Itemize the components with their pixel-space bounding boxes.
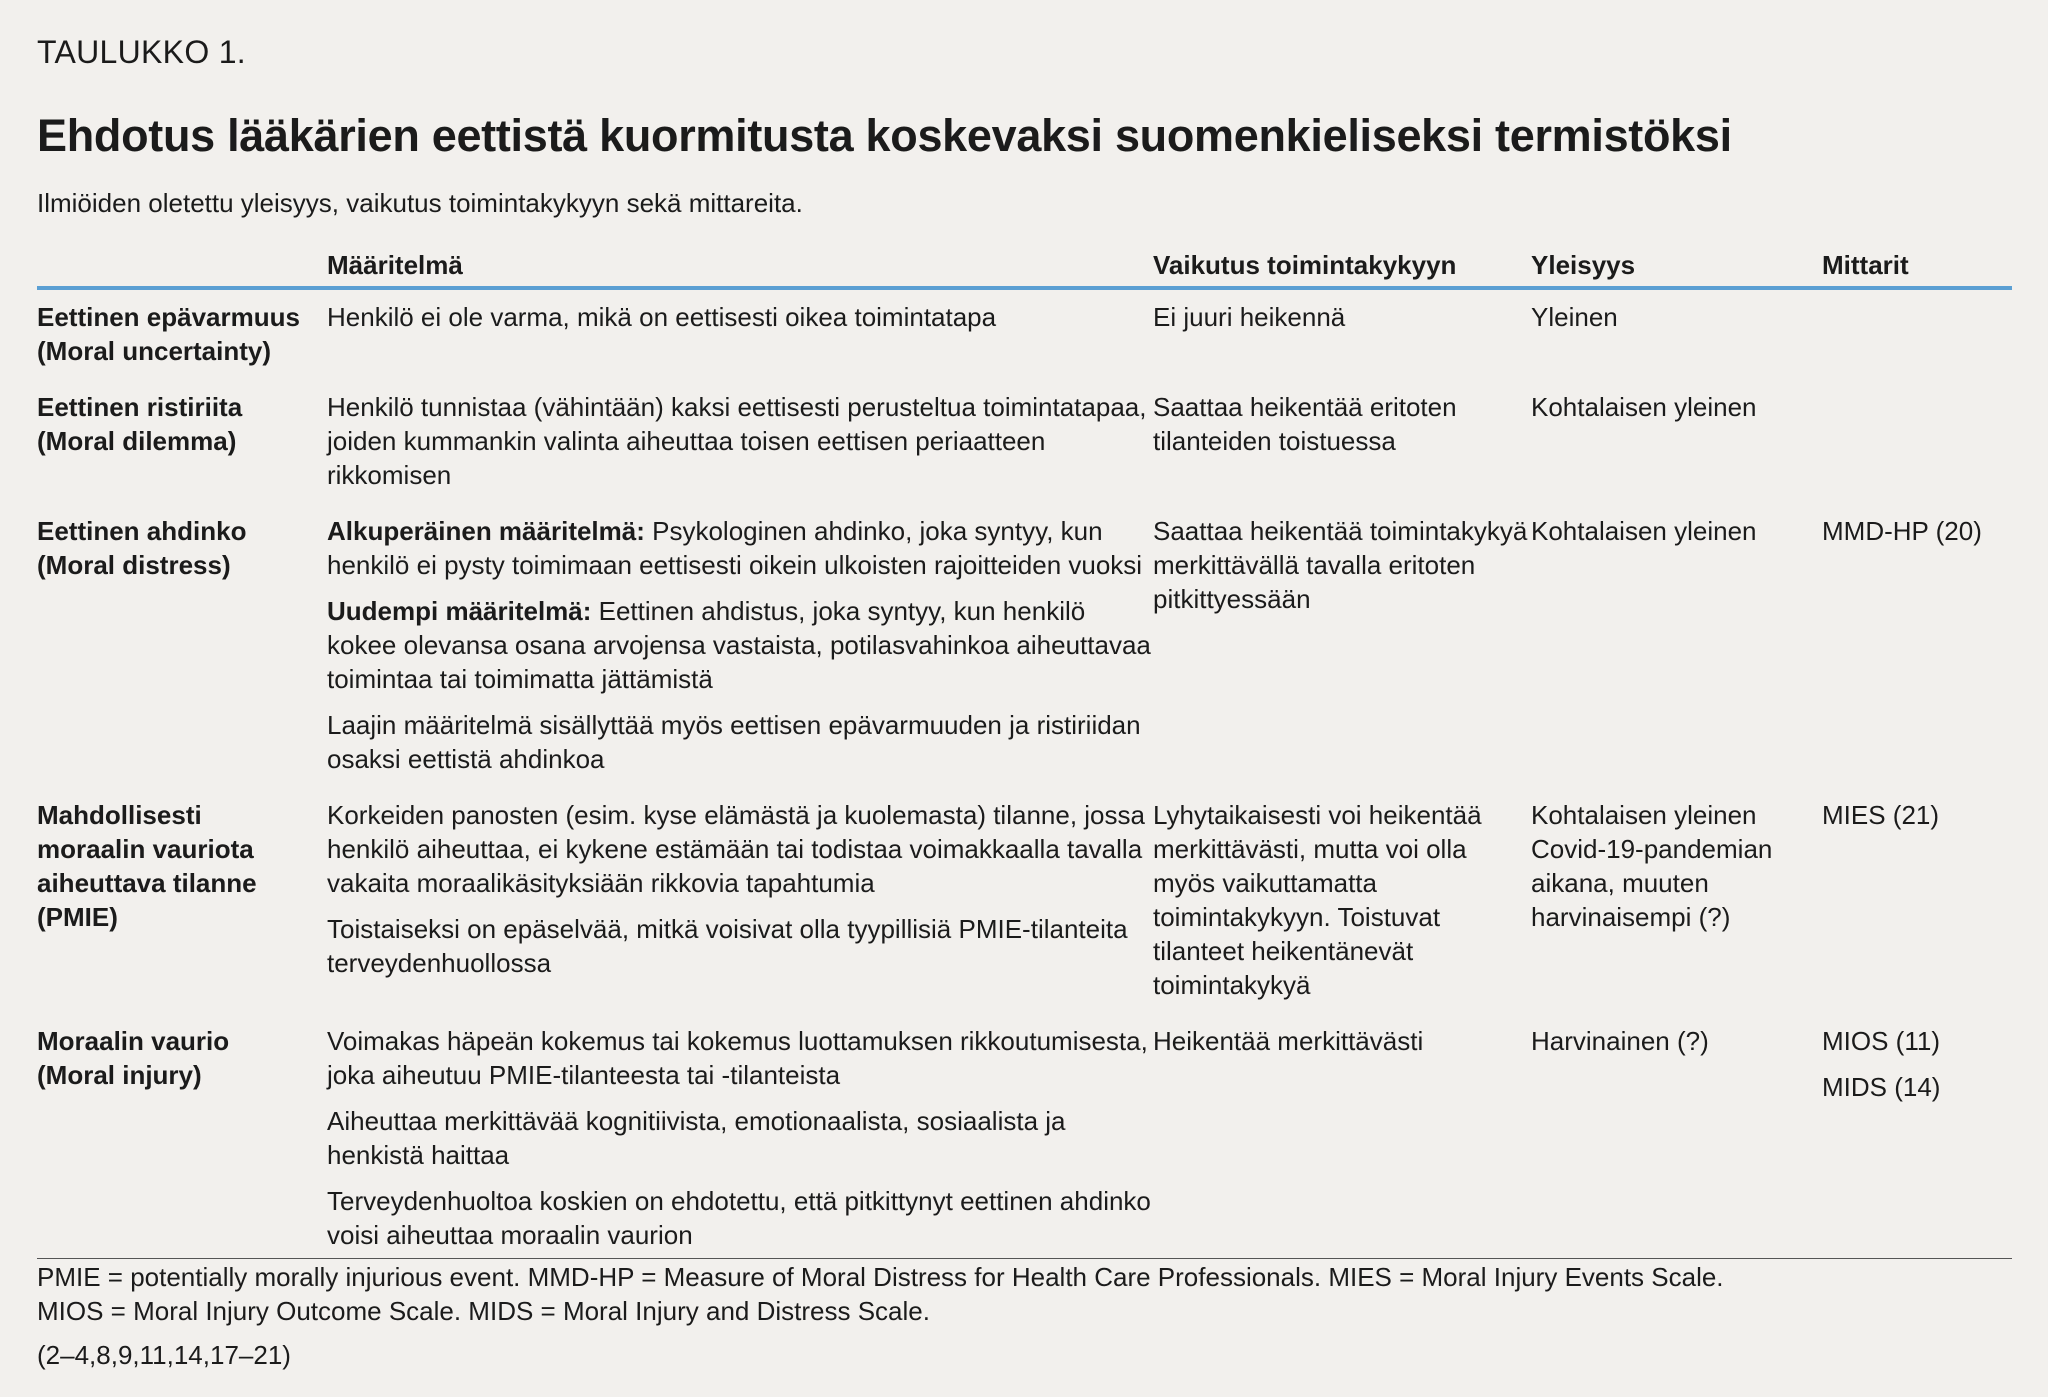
- term-line: moraalin vauriota: [37, 834, 254, 864]
- measures-cell: [1822, 288, 2012, 380]
- header-term: [37, 248, 327, 288]
- measure-item: MIES (21): [1822, 800, 1940, 830]
- definition-paragraph: [327, 1104, 1153, 1172]
- definition-text: Henkilö ei ole varma, mikä on eettisesti oikea toimintatapa: [327, 302, 997, 332]
- table-label: TAULUKKO 1.: [37, 34, 246, 70]
- measures-cell: [1822, 504, 2012, 788]
- references: (2–4,8,9,11,14,17–21): [37, 1340, 291, 1370]
- definition-text: Voimakas häpeän kokemus tai kokemus luottamuksen rikkoutumisesta, joka aiheutuu PMIE-tilanteesta tai -tilanteista: [327, 1026, 1148, 1090]
- impact-cell: Saattaa heikentää toimintakykyä merkittävällä tavalla eritoten pitkittyessään: [1153, 516, 1528, 614]
- definition-paragraph: [327, 912, 1153, 980]
- measures-cell: [1822, 788, 2012, 1014]
- term-cell: [37, 380, 327, 504]
- definition-cell: [327, 1014, 1153, 1259]
- impact-cell: Lyhytaikaisesti voi heikentää merkittävästi, mutta voi olla myös vaikuttamatta toimintakykyyn. Toistuvat tilanteet heikentänevät toimintakykyä: [1153, 800, 1482, 1000]
- header-prevalence: Yleisyys: [1531, 250, 1636, 280]
- footnote-line: PMIE = potentially morally injurious event. MMD-HP = Measure of Moral Distress for Health Care Professionals. MIES = Moral Injury Events Scale.: [37, 1262, 1724, 1292]
- table-body: [37, 288, 2012, 1259]
- measure-item: MIDS (14): [1822, 1072, 1941, 1102]
- term-cell: [37, 288, 327, 380]
- definition-paragraph: [327, 1184, 1153, 1252]
- term-line: (PMIE): [37, 902, 118, 932]
- definition-paragraph: [327, 594, 1153, 696]
- term-line: Moraalin vaurio: [37, 1026, 230, 1056]
- table-subtitle: Ilmiöiden oletettu yleisyys, vaikutus toimintakykyyn sekä mittareita.: [37, 188, 803, 218]
- table-title: Ehdotus lääkärien eettistä kuormitusta koskevaksi suomenkieliseksi termistöksi: [37, 110, 1732, 161]
- footnote-line: MIOS = Moral Injury Outcome Scale. MIDS = Moral Injury and Distress Scale.: [37, 1296, 930, 1326]
- definition-text: Korkeiden panosten (esim. kyse elämästä ja kuolemasta) tilanne, jossa henkilö aiheuttaa, ei kykene estämään tai todistaa voimakkaalla tavalla vakaita moraalikäsityksiään rikkovia tapahtumia: [327, 800, 1145, 898]
- definition-cell: [327, 788, 1153, 1014]
- definition-text: Terveydenhuoltoa koskien on ehdotettu, että pitkittynyt eettinen ahdinko voisi aiheuttaa moraalin vaurion: [327, 1186, 1151, 1250]
- impact-cell: Saattaa heikentää eritoten tilanteiden toistuessa: [1153, 392, 1457, 456]
- definition-text: Aiheuttaa merkittävää kognitiivista, emotionaalista, sosiaalista ja henkistä haittaa: [327, 1106, 1066, 1170]
- term-line: Eettinen ahdinko: [37, 516, 247, 546]
- definition-paragraph: [327, 1024, 1153, 1092]
- definition-cell: [327, 288, 1153, 380]
- definition-paragraph: [327, 390, 1153, 492]
- term-cell: [37, 504, 327, 788]
- terminology-table: [37, 248, 2012, 1259]
- definition-text: Eettinen ahdistus, joka syntyy, kun henkilö kokee olevansa osana arvojensa vastaista, potilasvahinkoa aiheuttavaa toimintaa tai toimimatta jättämistä: [327, 596, 1151, 694]
- definition-lead: Alkuperäinen määritelmä:: [327, 516, 645, 546]
- term-line: aiheuttava tilanne: [37, 868, 257, 898]
- definition-paragraph: [327, 300, 1153, 334]
- table-row: [37, 788, 2012, 1014]
- definition-text: Laajin määritelmä sisällyttää myös eettisen epävarmuuden ja ristiriidan osaksi eettistä ahdinkoa: [327, 710, 1141, 774]
- term-line: Eettinen ristiriita: [37, 392, 243, 422]
- term-line: Mahdollisesti: [37, 800, 202, 830]
- prevalence-cell: Yleinen: [1531, 302, 1618, 332]
- term-line: (Moral distress): [37, 550, 231, 580]
- table-row: [37, 504, 2012, 788]
- measure-item: MIOS (11): [1822, 1026, 1940, 1056]
- definition-text: Toistaiseksi on epäselvää, mitkä voisivat olla tyypillisiä PMIE-tilanteita terveydenhuollossa: [327, 914, 1128, 978]
- term-cell: [37, 788, 327, 1014]
- term-line: Eettinen epävarmuus: [37, 302, 300, 332]
- term-line: (Moral injury): [37, 1060, 202, 1090]
- term-line: (Moral uncertainty): [37, 336, 272, 366]
- table-row: [37, 288, 2012, 380]
- impact-cell: Ei juuri heikennä: [1153, 302, 1346, 332]
- header-impact: Vaikutus toimintakykyyn: [1153, 250, 1457, 280]
- term-line: (Moral dilemma): [37, 426, 237, 456]
- prevalence-cell: Kohtalaisen yleinen: [1531, 516, 1757, 546]
- table-row: [37, 380, 2012, 504]
- prevalence-cell: Kohtalaisen yleinen: [1531, 392, 1757, 422]
- header-definition: Määritelmä: [327, 250, 463, 280]
- definition-cell: [327, 504, 1153, 788]
- definition-lead: Uudempi määritelmä:: [327, 596, 592, 626]
- definition-text: Henkilö tunnistaa (vähintään) kaksi eettisesti perusteltua toimintatapaa, joiden kummankin valinta aiheuttaa toisen eettisen periaatteen rikkomisen: [327, 392, 1147, 490]
- prevalence-cell: Kohtalaisen yleinen Covid-19-pandemian aikana, muuten harvinaisempi (?): [1531, 800, 1773, 932]
- measures-cell: [1822, 380, 2012, 504]
- definition-paragraph: [327, 514, 1153, 582]
- definition-cell: [327, 380, 1153, 504]
- impact-cell: Heikentää merkittävästi: [1153, 1026, 1424, 1056]
- definition-paragraph: [327, 708, 1153, 776]
- definition-text: Psykologinen ahdinko, joka syntyy, kun henkilö ei pysty toimimaan eettisesti oikein ulkoisten rajoitteiden vuoksi: [327, 516, 1143, 580]
- definition-paragraph: [327, 798, 1153, 900]
- measure-item: MMD-HP (20): [1822, 516, 1982, 546]
- term-cell: [37, 1014, 327, 1259]
- header-measures: Mittarit: [1822, 250, 1909, 280]
- prevalence-cell: Harvinainen (?): [1531, 1026, 1709, 1056]
- measures-cell: [1822, 1014, 2012, 1259]
- header-row: [37, 248, 2012, 288]
- footnote: [37, 1260, 1724, 1328]
- table-row: [37, 1014, 2012, 1259]
